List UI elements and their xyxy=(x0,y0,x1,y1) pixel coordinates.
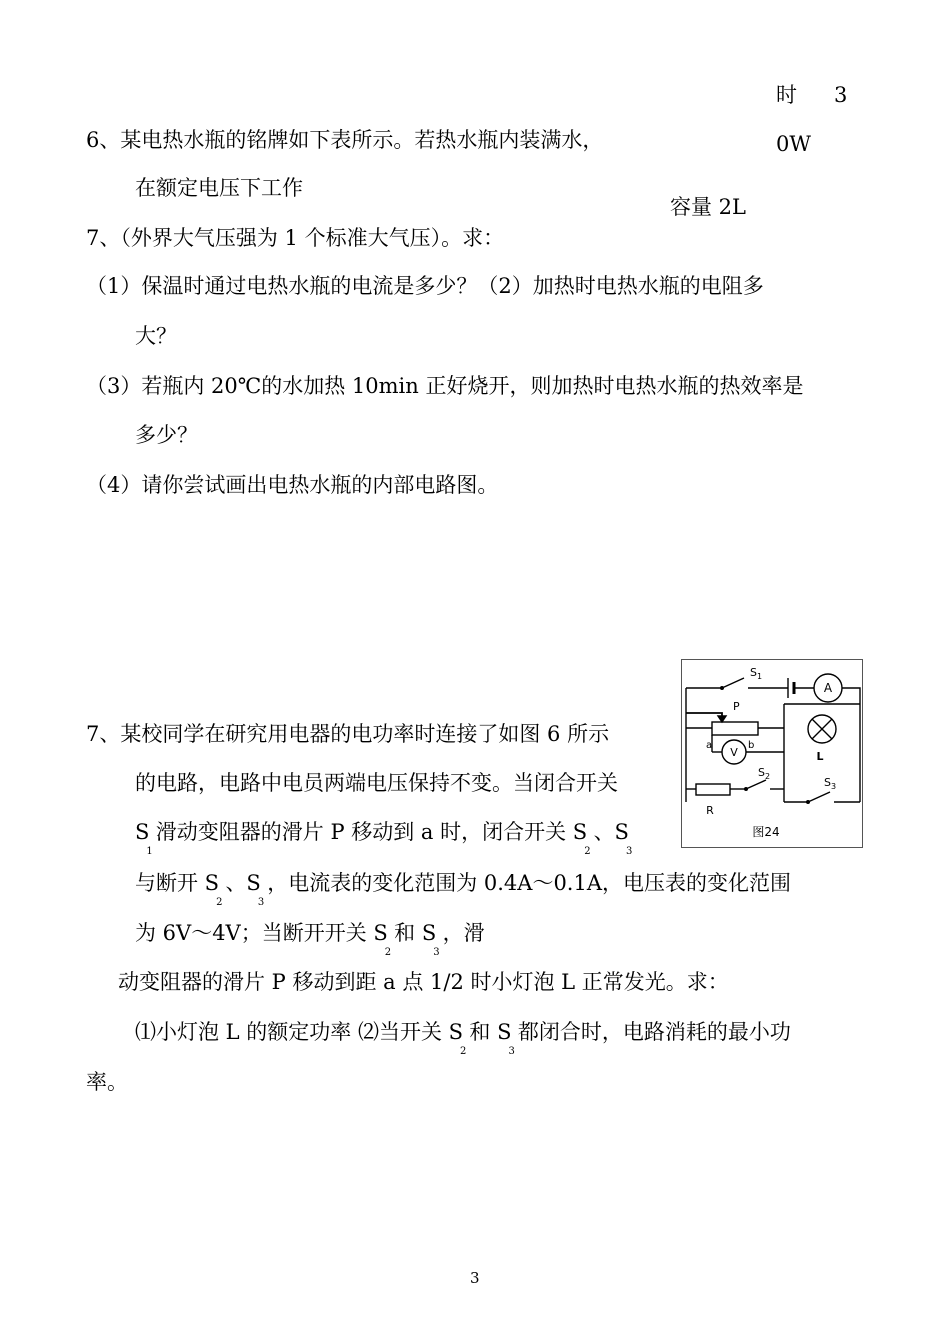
q7-line-3-text-c: 、S xyxy=(593,820,629,844)
q7-line-7-text-b: 和 S xyxy=(469,1020,512,1044)
label-s3-letter: S xyxy=(824,776,831,789)
subscript: 3 xyxy=(625,846,633,857)
label-b: b xyxy=(748,740,755,751)
q7-line-5-text-b: 和 S xyxy=(394,921,437,945)
q7-line-8: 率。 xyxy=(86,1070,128,1094)
side-note-capacity: 容量 2L xyxy=(670,195,746,219)
q6-item-1-cont: 大？ xyxy=(135,324,177,348)
figure-caption: 图24 xyxy=(752,825,780,839)
label-a: a xyxy=(706,740,713,751)
label-s1-sub: 1 xyxy=(756,672,763,681)
q6-line-1: 6、某电热水瓶的铭牌如下表所示。若热水瓶内装满水， xyxy=(86,128,604,152)
page-number: 3 xyxy=(470,1269,480,1287)
switch-s2 xyxy=(746,780,766,789)
q7-line-5 xyxy=(135,921,485,958)
q7-line-6: 动变阻器的滑片 P 移动到距 a 点 1/2 时小灯泡 L 正常发光。求： xyxy=(118,970,729,994)
switch-s2-pivot xyxy=(744,787,748,791)
q6-line-3: 7、（外界大气压强为 1 个标准大气压）。求： xyxy=(86,226,505,250)
label-voltmeter: V xyxy=(730,746,738,759)
subscript: 2 xyxy=(216,897,223,908)
label-s2-sub: 2 xyxy=(764,772,771,781)
switch-s1 xyxy=(722,678,744,688)
q7-line-4-text-a: 与断开 S xyxy=(135,871,220,895)
q6-item-1: （1）保温时通过电热水瓶的电流是多少？（2）加热时电热水瓶的电阻多 xyxy=(86,274,764,298)
label-lamp: L xyxy=(816,750,824,763)
q7-line-3-text-b: 滑动变阻器的滑片 P 移动到 a 时，闭合开关 S xyxy=(155,820,588,844)
switch-s3 xyxy=(808,792,830,802)
label-s3-sub: 3 xyxy=(830,782,837,791)
label-p: P xyxy=(733,700,740,713)
rheostat xyxy=(712,722,758,735)
lamp-cross xyxy=(812,719,832,739)
label-s3 xyxy=(824,776,836,791)
label-ammeter: A xyxy=(823,681,833,695)
subscript: 3 xyxy=(433,947,440,958)
q7-line-4 xyxy=(135,871,792,908)
q6-item-4: （4）请你尝试画出电热水瓶的内部电路图。 xyxy=(86,473,499,497)
label-r: R xyxy=(706,804,714,817)
q7-line-7 xyxy=(135,1020,791,1057)
q7-line-4-text-b: 、S xyxy=(225,871,261,895)
resistor-r xyxy=(696,784,730,795)
q7-line-3 xyxy=(135,820,635,857)
q6-item-3-cont: 多少？ xyxy=(135,423,198,447)
q6-line-2: 在额定电压下工作 xyxy=(135,176,303,200)
subscript: 2 xyxy=(384,947,392,958)
q7-line-5-text-a: 为 6V～4V；当断开开关 S xyxy=(135,921,388,945)
switch-s3-pivot xyxy=(806,800,810,804)
q7-line-7-text-a: ⑴小灯泡 L 的额定功率 ⑵当开关 S xyxy=(135,1020,464,1044)
circuit-figure xyxy=(681,659,863,848)
slider-arrow xyxy=(718,716,726,722)
switch-s1-pivot xyxy=(720,686,724,690)
q7-line-3-text-a: S xyxy=(135,820,150,844)
side-note-shi: 时 xyxy=(776,83,797,107)
label-s2-letter: S xyxy=(758,766,765,779)
label-s1-letter: S xyxy=(750,666,757,679)
circuit-diagram xyxy=(682,660,862,847)
q7-line-4-text-c: ，电流表的变化范围为 0.4A～0.1A，电压表的变化范围 xyxy=(267,871,792,895)
subscript: 1 xyxy=(146,846,153,857)
q7-line-2: 的电路，电路中电员两端电压保持不变。当闭合开关 xyxy=(135,771,618,795)
slider-p xyxy=(686,713,722,720)
side-note-0w: 0W xyxy=(776,132,811,156)
label-s2 xyxy=(758,766,770,781)
q7-line-1: 7、某校同学在研究用电器的电功率时连接了如图 6 所示 xyxy=(86,722,610,746)
side-note-3: 3 xyxy=(834,83,848,107)
wire-right xyxy=(842,688,860,802)
subscript: 3 xyxy=(257,897,265,908)
subscript: 3 xyxy=(508,1046,515,1057)
q7-line-7-text-c: 都闭合时，电路消耗的最小功 xyxy=(517,1020,791,1044)
label-s1 xyxy=(750,666,762,681)
subscript: 2 xyxy=(460,1046,467,1057)
q6-item-3: （3）若瓶内 20℃的水加热 10min 正好烧开，则加热时电热水瓶的热效率是 xyxy=(86,374,804,398)
q7-line-5-text-c: ，滑 xyxy=(442,921,485,945)
subscript: 2 xyxy=(584,846,591,857)
